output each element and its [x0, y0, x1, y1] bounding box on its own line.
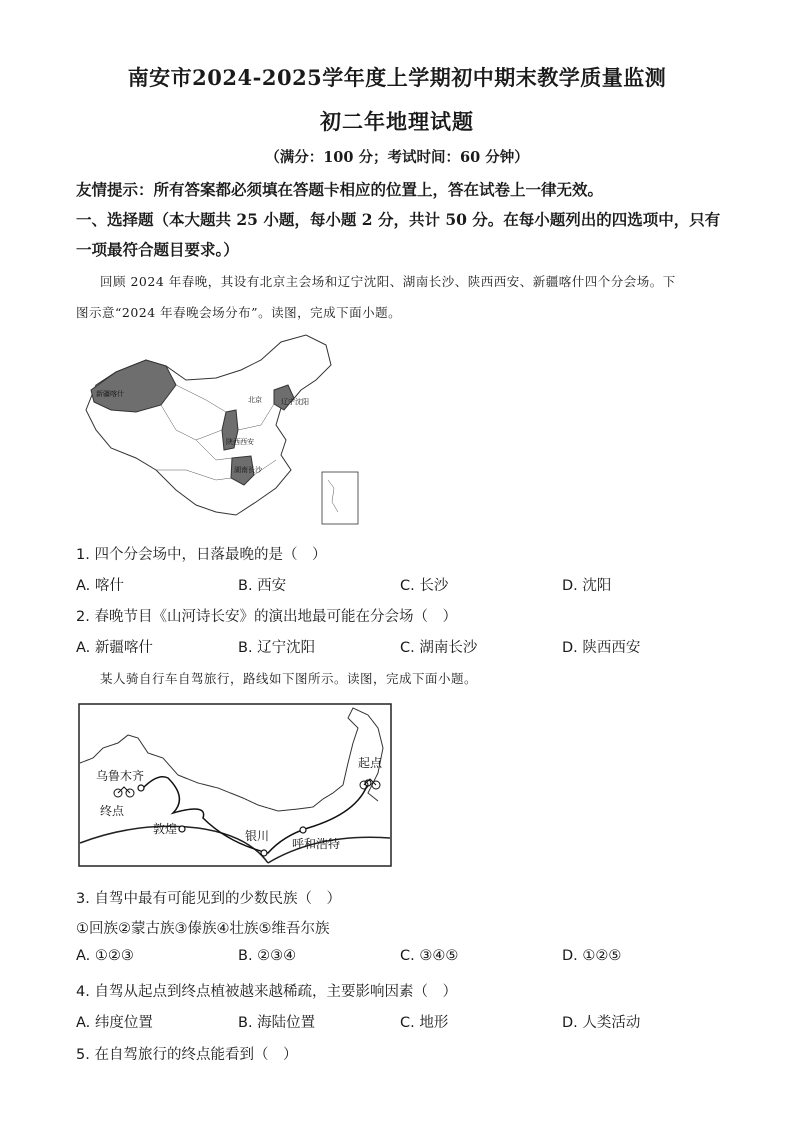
notice-text: 友情提示：所有答案都必须填在答题卡相应的位置上，答在试卷上一律无效。 — [76, 180, 604, 199]
q4-option-a: A. 纬度位置 — [76, 1015, 153, 1031]
cycling-route-map — [78, 703, 392, 867]
exam-title: 南安市2024-2025学年度上学期初中期末教学质量监测 — [127, 65, 667, 90]
q4-stem: 4. 自驾从起点到终点植被越来越稀疏，主要影响因素（ ） — [76, 984, 457, 1000]
q4-option-b: B. 海陆位置 — [238, 1015, 316, 1031]
label-urumqi: 乌鲁木齐 — [96, 769, 145, 783]
label-beijing: 北京 — [248, 396, 262, 404]
q2-option-a: A. 新疆喀什 — [76, 640, 153, 656]
passage1-line1: 回顾 2024 年春晚，其设有北京主会场和辽宁沈阳、湖南长沙、陕西西安、新疆喀什四个分会场。下 — [100, 274, 676, 289]
q3-choices: ①回族②蒙古族③傣族④壮族⑤维吾尔族 — [76, 921, 330, 937]
q4-option-d: D. 人类活动 — [562, 1015, 641, 1031]
q1-option-a: A. 喀什 — [76, 578, 124, 594]
south-china-sea-inset — [322, 472, 358, 524]
section1-heading: 一、选择题（本大题共 25 小题，每小题 2 分，共计 50 分。在每小题列出的四选项中，只有 — [76, 210, 721, 229]
china-outline — [86, 335, 331, 515]
label-end: 终点 — [100, 804, 125, 818]
q1-option-c: C. 长沙 — [400, 578, 449, 594]
q1-stem: 1. 四个分会场中，日落最晚的是（ ） — [76, 547, 327, 563]
q5-stem: 5. 在自驾旅行的终点能看到（ ） — [76, 1047, 298, 1063]
label-changsha: 湖南长沙 — [234, 466, 262, 474]
label-shenyang: 辽宁沈阳 — [281, 398, 309, 406]
q1-option-d: D. 沈阳 — [562, 578, 612, 594]
label-dunhuang: 敦煌 — [153, 822, 178, 836]
q2-option-d: D. 陕西西安 — [562, 640, 641, 656]
label-start: 起点 — [358, 756, 383, 770]
q1-option-b: B. 西安 — [238, 578, 287, 594]
label-hohhot: 呼和浩特 — [292, 837, 341, 851]
q2-stem: 2. 春晚节目《山河诗长安》的演出地最可能在分会场（ ） — [76, 609, 457, 625]
q3-option-b: B. ②③④ — [238, 948, 297, 964]
spring-festival-venue-map — [76, 330, 376, 535]
exam-subtitle: 初二年地理试题 — [320, 109, 474, 134]
section1-heading-cont: 一项最符合题目要求。） — [76, 240, 239, 259]
q4-option-c: C. 地形 — [400, 1015, 449, 1031]
q3-option-c: C. ③④⑤ — [400, 948, 459, 964]
q3-option-a: A. ①②③ — [76, 948, 134, 964]
exam-info: （满分：100 分；考试时间：60 分钟） — [265, 149, 529, 166]
label-yinchuan: 银川 — [245, 829, 270, 843]
q3-stem: 3. 自驾中最有可能见到的少数民族（ ） — [76, 891, 341, 907]
passage2-text: 某人骑自行车自驾旅行，路线如下图所示。读图，完成下面小题。 — [100, 671, 478, 686]
passage1-line2: 图示意“2024 年春晚会场分布”。读图，完成下面小题。 — [76, 305, 402, 320]
q3-option-d: D. ①②⑤ — [562, 948, 622, 964]
q2-option-b: B. 辽宁沈阳 — [238, 640, 316, 656]
label-kashgar: 新疆喀什 — [96, 390, 124, 398]
q2-option-c: C. 湖南长沙 — [400, 640, 478, 656]
label-xian: 陕西西安 — [226, 438, 254, 446]
